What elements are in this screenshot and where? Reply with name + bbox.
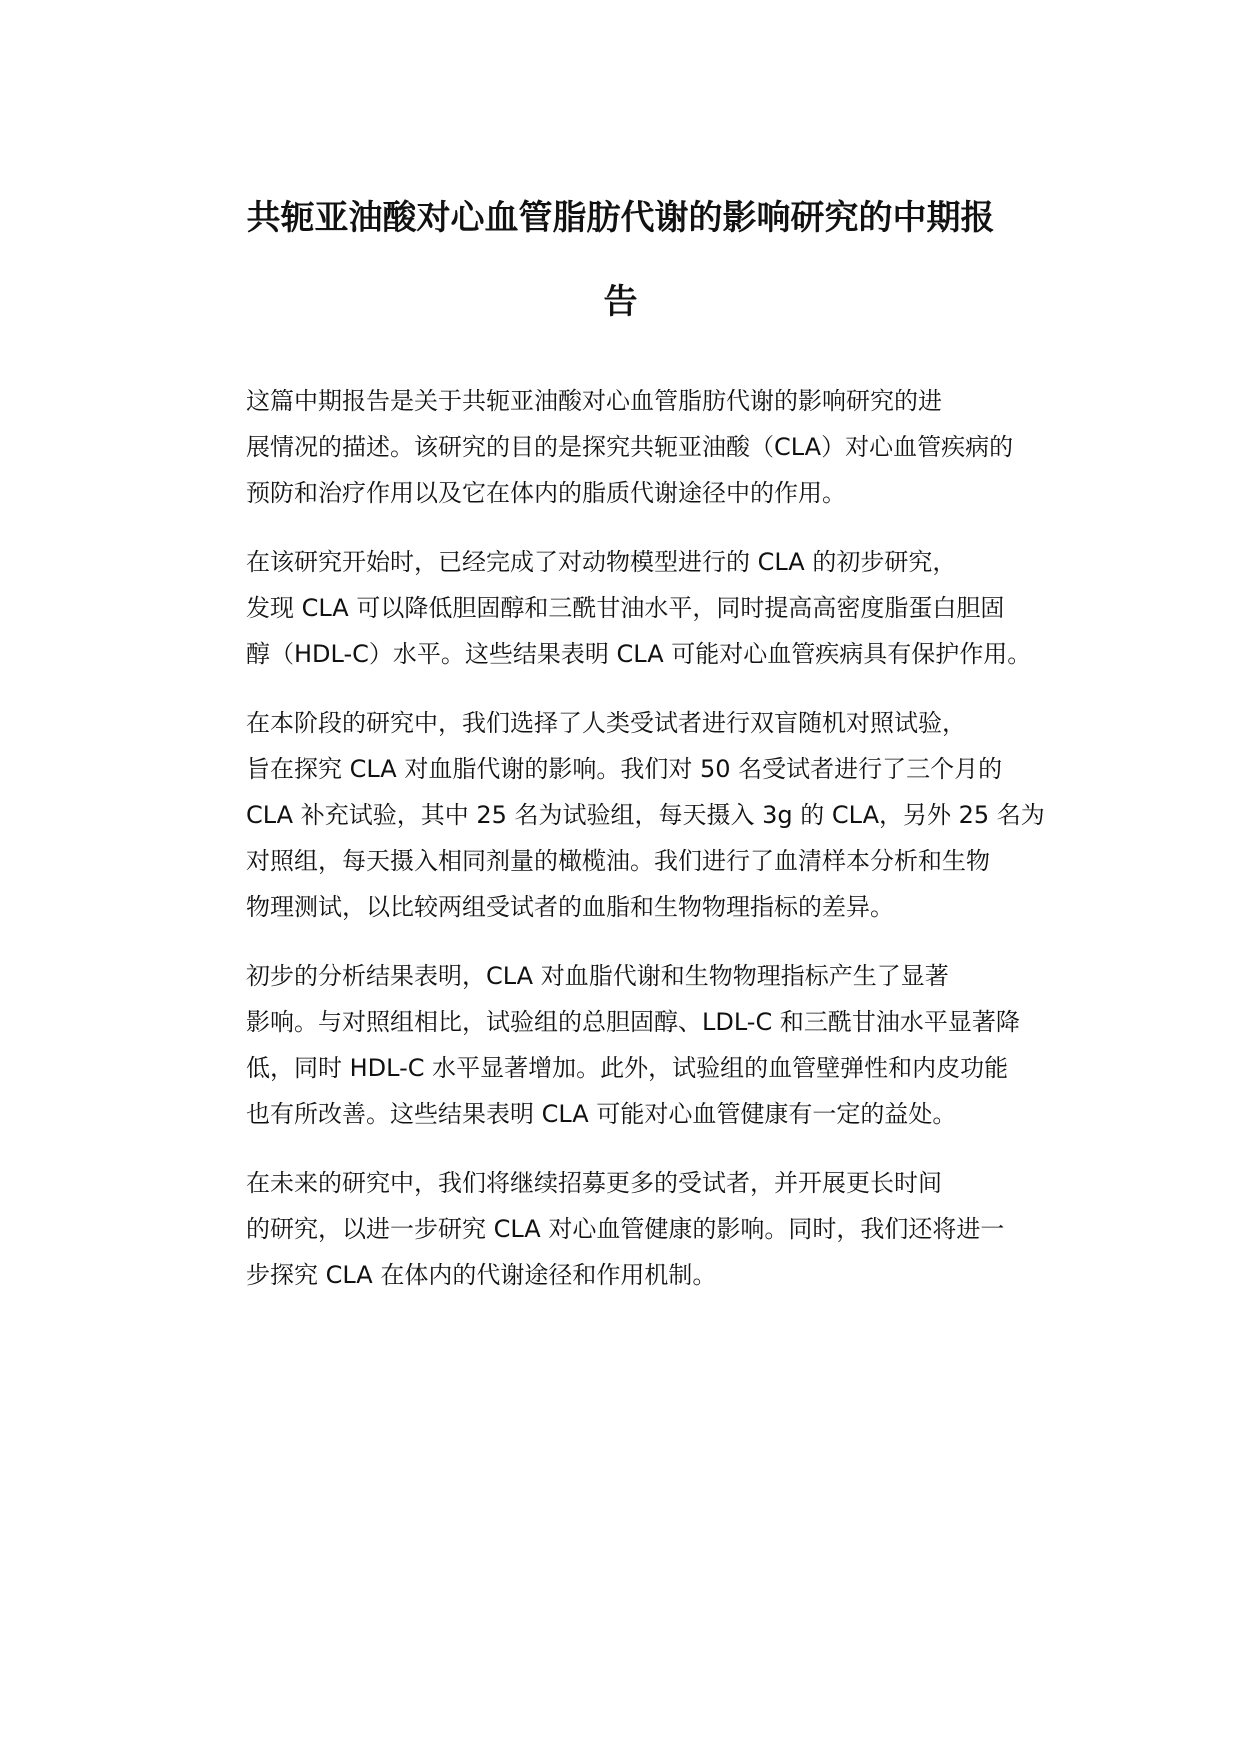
- text-line: 在该研究开始时，已经完成了对动物模型进行的 CLA 的初步研究，: [246, 548, 957, 576]
- paragraph-methods: [188, 700, 1056, 930]
- text-line: 预防和治疗作用以及它在体内的脂质代谢途径中的作用。: [246, 479, 846, 507]
- text-line: 步探究 CLA 在体内的代谢途径和作用机制。: [246, 1261, 717, 1289]
- document-body: [188, 378, 1056, 1321]
- text-line: 对照组，每天摄入相同剂量的橄榄油。我们进行了血清样本分析和生物: [246, 847, 990, 875]
- paragraph-results: [188, 953, 1056, 1137]
- text-line: 低，同时 HDL-C 水平显著增加。此外，试验组的血管壁弹性和内皮功能: [246, 1054, 1009, 1082]
- text-line: 也有所改善。这些结果表明 CLA 可能对心血管健康有一定的益处。: [246, 1100, 957, 1128]
- text-line: 的研究，以进一步研究 CLA 对心血管健康的影响。同时，我们还将进一: [246, 1215, 1005, 1243]
- paragraph-background: [188, 539, 1056, 677]
- text-line: 在本阶段的研究中，我们选择了人类受试者进行双盲随机对照试验，: [246, 709, 966, 737]
- paragraph-future-work: [188, 1160, 1056, 1298]
- text-line: 在未来的研究中，我们将继续招募更多的受试者，并开展更长时间: [246, 1169, 942, 1197]
- text-line: 初步的分析结果表明，CLA 对血脂代谢和生物物理指标产生了显著: [246, 962, 949, 990]
- text-line: 这篇中期报告是关于共轭亚油酸对心血管脂肪代谢的影响研究的进: [246, 387, 942, 415]
- paragraph-introduction: [188, 378, 1056, 516]
- text-line: 展情况的描述。该研究的目的是探究共轭亚油酸（CLA）对心血管疾病的: [246, 433, 1014, 461]
- title-line: 共轭亚油酸对心血管脂肪代谢的影响研究的中期报: [246, 198, 995, 238]
- title-line: 告: [603, 282, 638, 322]
- text-line: 发现 CLA 可以降低胆固醇和三酰甘油水平，同时提高高密度脂蛋白胆固: [246, 594, 1005, 622]
- document-title: [190, 176, 1051, 344]
- text-line: 醇（HDL-C）水平。这些结果表明 CLA 可能对心血管疾病具有保护作用。: [246, 640, 1032, 668]
- text-line: 旨在探究 CLA 对血脂代谢的影响。我们对 50 名受试者进行了三个月的: [246, 755, 1003, 783]
- text-line: 影响。与对照组相比，试验组的总胆固醇、LDL-C 和三酰甘油水平显著降: [246, 1008, 1020, 1036]
- text-line: 物理测试，以比较两组受试者的血脂和生物物理指标的差异。: [246, 893, 894, 921]
- text-line: CLA 补充试验，其中 25 名为试验组，每天摄入 3g 的 CLA，另外 25 名为: [246, 801, 1045, 829]
